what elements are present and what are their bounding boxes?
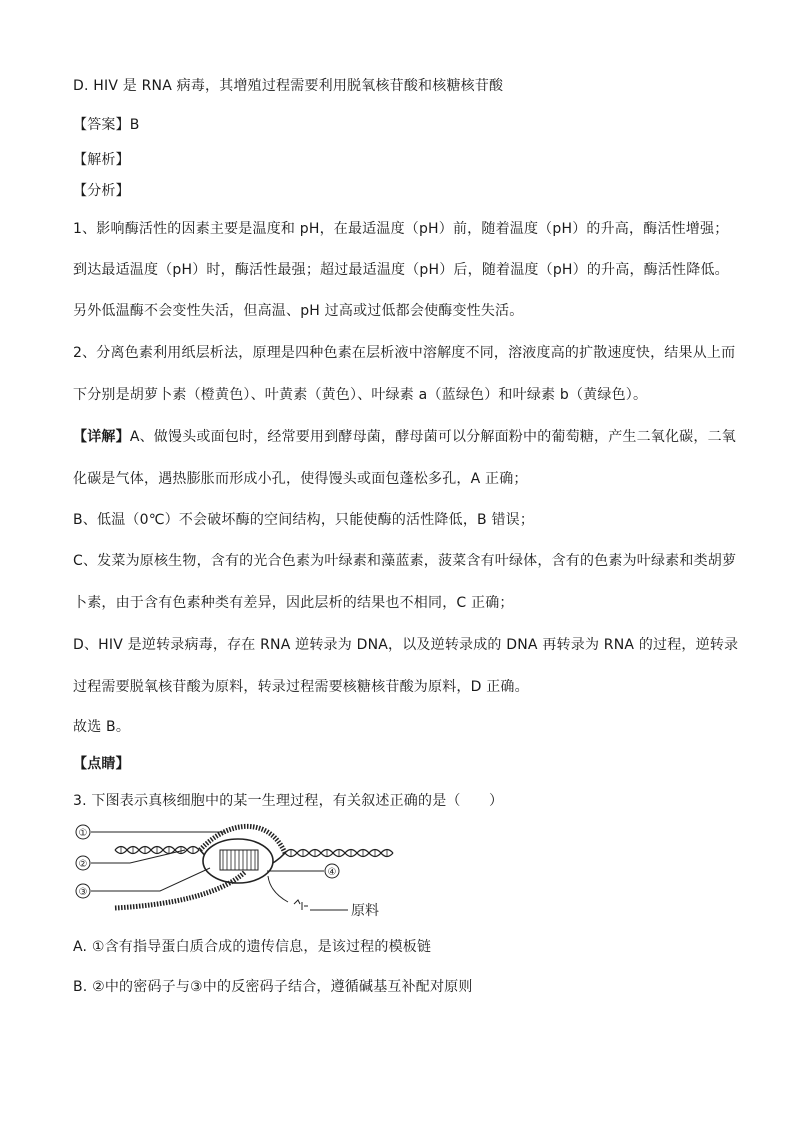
dianjing-heading: 【点睛】 [73, 756, 130, 772]
answer-line: 【答案】B [73, 117, 140, 133]
leader-raw [268, 876, 288, 902]
label-1: ① [78, 828, 88, 839]
detail-line-d-2: 过程需要脱氧核苷酸为原料，转录过程需要核糖核苷酸为原料，D 正确。 [73, 679, 529, 695]
analysis-point-2-b: 下分别是胡萝卜素（橙黄色）、叶黄素（黄色）、叶绿素 a（蓝绿色）和叶绿素 b（黄绿色）。 [73, 387, 648, 403]
detail-line-d: D、HIV 是逆转录病毒，存在 RNA 逆转录为 DNA，以及逆转录成的 DNA 再转录为 RNA 的过程，逆转录 [73, 637, 739, 653]
detail-label: 【详解】 [73, 429, 130, 445]
detail-a-text: A、做馒头或面包时，经常要用到酵母菌，酵母菌可以分解面粉中的葡萄糖，产生二氧化碳，二氧 [129, 429, 736, 445]
option-b-text: B. ②中的密码子与③中的反密码子结合，遵循碱基互补配对原则 [73, 979, 473, 995]
dna-helix-right [285, 849, 393, 857]
analysis-point-1-c: 另外低温酶不会变性失活，但高温、pH 过高或过低都会使酶变性失活。 [73, 303, 524, 319]
translation-diagram [70, 820, 430, 925]
leader-3 [91, 868, 210, 891]
label-4: ④ [327, 867, 337, 878]
analysis-point-1-a: 1、影响酶活性的因素主要是温度和 pH，在最适温度（pH）前，随着温度（pH）的升高，酶活性增强； [73, 221, 729, 237]
detail-line-c-2: 卜素，由于含有色素种类有差异，因此层析的结果也不相同，C 正确； [73, 595, 514, 611]
dna-helix-left [115, 846, 199, 854]
label-2: ② [78, 859, 88, 870]
raw-material-label: 原料 [351, 903, 379, 919]
label-3: ③ [78, 887, 88, 898]
detail-line-b: B、低温（0℃）不会破坏酶的空间结构，只能使酶的活性降低，B 错误； [73, 512, 535, 528]
detail-line-a [73, 428, 736, 446]
analysis-heading: 【解析】 [73, 152, 130, 168]
conclusion-line: 故选 B。 [73, 719, 131, 735]
analysis-point-1-b: 到达最适温度（pH）时，酶活性最强；超过最适温度（pH）后，随着温度（pH）的升高，酶活性降低。 [73, 262, 729, 278]
detail-line-a-2: 化碳是气体，遇热膨胀而形成小孔，使得馒头或面包蓬松多孔，A 正确； [73, 471, 528, 487]
option-a-text: A. ①含有指导蛋白质合成的遗传信息，是该过程的模板链 [73, 939, 432, 955]
fenxi-heading: 【分析】 [73, 183, 130, 199]
nucleotide-icon [294, 900, 308, 910]
detail-line-c: C、发菜为原核生物，含有的光合色素为叶绿素和藻蓝素，菠菜含有叶绿体，含有的色素为叶绿素和类胡萝 [73, 553, 737, 569]
analysis-point-2-a: 2、分离色素利用纸层析法，原理是四种色素在层析液中溶解度不同，溶液度高的扩散速度快，结果从上而 [73, 345, 736, 361]
question-3-stem: 3. 下图表示真核细胞中的某一生理过程，有关叙述正确的是（ ） [73, 793, 504, 809]
option-d-text: D. HIV 是 RNA 病毒，其增殖过程需要利用脱氧核苷酸和核糖核苷酸 [73, 78, 504, 94]
enzyme-ellipse [203, 839, 273, 883]
